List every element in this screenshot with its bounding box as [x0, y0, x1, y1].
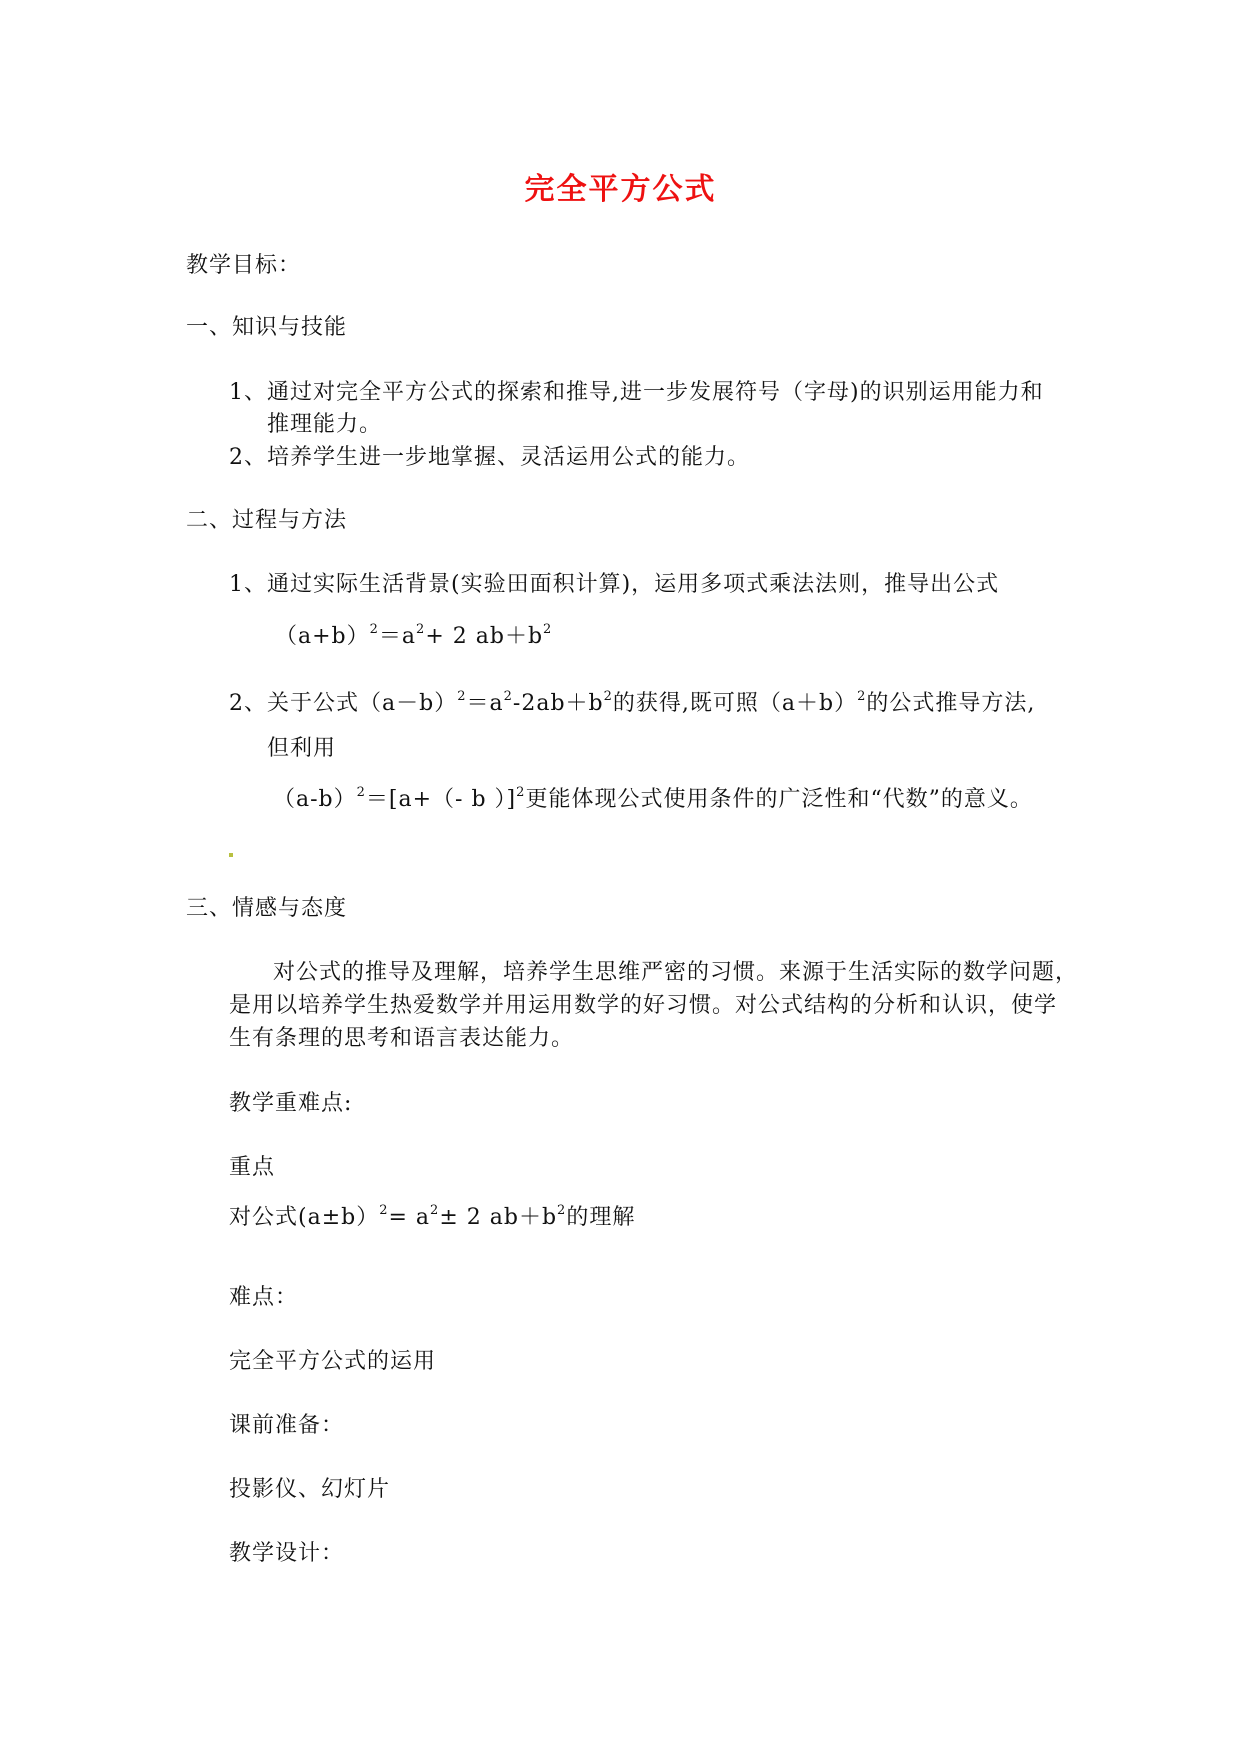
objectives-label: 教学目标： — [186, 253, 302, 278]
section2-item2-number: 2、 — [229, 691, 267, 716]
section3-paragraph-line2: 是用以培养学生热爱数学并用运用数学的好习惯。对公式结构的分析和认识，使学 — [229, 993, 1058, 1018]
prep-text: 投影仪、幻灯片 — [229, 1477, 391, 1502]
section2-item2-line2: 但利用 — [267, 736, 337, 761]
formula-square-of-sum: $(a+b)^2=a^2+ 2$ $ab+b^2$ — [275, 622, 553, 649]
section3-paragraph-line3: 生有条理的思考和语言表达能力。 — [229, 1026, 575, 1051]
section1-item2-number: 2、 — [229, 445, 267, 470]
prep-label: 课前准备： — [229, 1413, 345, 1438]
document-title: 完全平方公式 — [524, 172, 717, 207]
section1-item1-line1: 通过对完全平方公式的探索和推导,进一步发展符号（字母)的识别运用能力和 — [267, 380, 1044, 405]
stray-mark — [229, 853, 233, 857]
section1-heading: 一、知识与技能 — [186, 315, 348, 340]
section2-item2-line3: $(a-b)^2=[a+(-$ b ）]$^2$更能体现公式使用条件的广泛性和“代数”的意义。 — [273, 785, 1033, 812]
section3-heading: 三、情感与态度 — [186, 896, 348, 921]
section2-item1-text: 通过实际生活背景(实验田面积计算)，运用多项式乘法法则，推导出公式 — [267, 572, 1000, 597]
design-label: 教学设计： — [229, 1541, 345, 1566]
section1-item1-line2: 推理能力。 — [267, 412, 383, 437]
section2-heading: 二、过程与方法 — [186, 508, 348, 533]
key-difficult-label: 教学重难点: — [229, 1091, 353, 1116]
difficult-text: 完全平方公式的运用 — [229, 1349, 437, 1374]
difficult-label: 难点： — [229, 1285, 299, 1310]
key-point-formula: 对公式$(a\pm b)^2= a^2\pm 2$ $ab+b^2$的理解 — [229, 1203, 636, 1230]
section1-item1-number: 1、 — [229, 380, 267, 405]
section2-item1-number: 1、 — [229, 572, 267, 597]
section3-paragraph-line1: 对公式的推导及理解，培养学生思维严密的习惯。来源于生活实际的数学问题， — [273, 960, 1079, 985]
section1-item2-text: 培养学生进一步地掌握、灵活运用公式的能力。 — [267, 445, 751, 470]
key-point-label: 重点 — [229, 1155, 276, 1180]
section2-item2-line1: 关于公式$(a-b)^2=a^2-2ab+b^2$的获得,既可照$(a+b)^2$的公式推导方法, — [267, 689, 1036, 716]
